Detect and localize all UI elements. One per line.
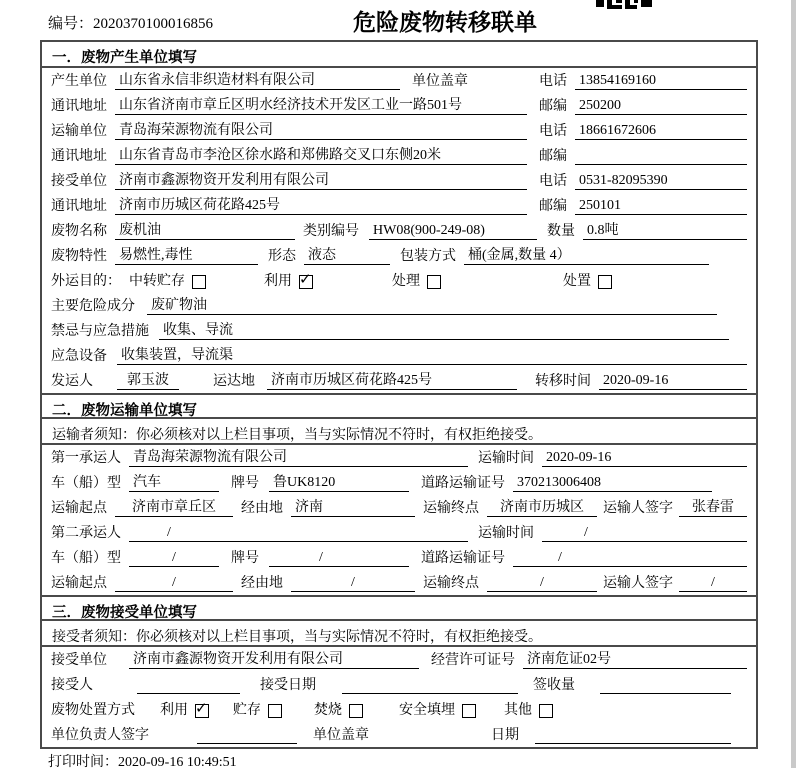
producer-phone-value: 13854169160 [575,73,747,90]
transporter-unit-label: 运输单位 [51,124,107,139]
emergency-equipment-label: 应急设备 [51,349,107,364]
received-quantity-value [600,693,731,694]
producer-unit-row [42,68,756,93]
vehicle-type-1-value: 汽车 [129,471,219,492]
section-2-header: 二．废物运输单位填写 [42,393,756,419]
producer-postcode-value: 250200 [575,98,747,115]
first-carrier-value: 青岛海荣源物流有限公司 [129,446,468,467]
date-value [535,743,731,744]
vehicle-2-row [42,545,756,570]
receiver-phone-label: 电话 [539,174,567,189]
road-permit-2-label: 道路运输证号 [421,551,505,566]
route-2-row [42,570,756,595]
vehicle-1-row [42,470,756,495]
transfer-date-value: 2020-09-16 [599,373,747,390]
dispose-label: 处置 [563,274,591,289]
unit-stamp-2-label: 单位盖章 [313,728,369,743]
contraindication-label: 禁忌与应急措施 [51,324,149,339]
disposal-method-label: 废物处置方式 [51,703,135,718]
second-carrier-row [42,520,756,545]
transporter-postcode-value [575,164,747,165]
receive-date-value [342,693,518,694]
receiver-unit-value: 济南市鑫源物资开发利用有限公司 [115,169,527,190]
disposal-other-label: 其他 [504,703,532,718]
date-label: 日期 [491,728,519,743]
road-permit-1-label: 道路运输证号 [421,476,505,491]
disposal-utilize-label: 利用 [160,703,188,718]
disposal-other-checkbox [539,704,553,718]
category-code-value: HW08(900-249-08) [369,223,537,240]
scrollbar[interactable] [791,0,796,768]
hazard-component-label: 主要危险成分 [51,299,135,314]
transporter-address-label: 通讯地址 [51,149,107,164]
transport-date-1-label: 运输时间 [478,451,534,466]
endpoint-1-label: 运输终点 [423,501,479,516]
receiver-postcode-value: 250101 [575,198,747,215]
consignor-row [42,368,756,393]
waste-name-label: 废物名称 [51,224,107,239]
producer-unit-label: 产生单位 [51,74,107,89]
transporter-unit-value: 青岛海荣源物流有限公司 [115,119,527,140]
vehicle-type-2-value: / [129,550,219,567]
receiver-notice: 接受者须知：你必须核对以上栏目事项，当与实际情况不符时，有权拒绝接受。 [42,621,756,647]
disposal-store-label: 贮存 [233,703,261,718]
endpoint-2-label: 运输终点 [423,576,479,591]
receiving-unit-value: 济南市鑫源物资开发利用有限公司 [129,648,419,669]
waste-name-value: 废机油 [115,219,295,240]
vehicle-type-2-label: 车（船）型 [51,551,121,566]
destination-value: 济南市历城区荷花路425号 [267,369,517,390]
carrier-signature-2-value: / [679,575,747,592]
license-no-label: 经营许可证号 [431,653,515,668]
receiver-address-value: 济南市历城区荷花路425号 [115,194,527,215]
section-3-header: 三．废物接受单位填写 [42,595,756,621]
receiver-person-row [42,672,756,697]
producer-address-row [42,93,756,118]
receiver-address-row [42,193,756,218]
producer-postcode-label: 邮编 [539,99,567,114]
treat-label: 处理 [392,274,420,289]
via-1-value: 济南 [291,496,415,517]
second-carrier-value: / [129,525,468,542]
plate-no-2-label: 牌号 [231,551,259,566]
producer-address-label: 通讯地址 [51,99,107,114]
via-1-label: 经由地 [241,501,283,516]
carrier-signature-2-label: 运输人签字 [603,576,673,591]
emergency-equipment-value: 收集装置，导流渠 [117,344,747,365]
disposal-landfill-checkbox [462,704,476,718]
responsible-signature-label: 单位负责人签字 [51,728,149,743]
form-state-value: 液态 [304,244,390,265]
first-carrier-label: 第一承运人 [51,451,121,466]
quantity-value: 0.8吨 [583,219,747,240]
plate-no-1-value: 鲁UK8120 [269,471,409,492]
print-time [48,751,237,771]
disposal-store-checkbox [268,704,282,718]
receiver-person-label: 接受人 [51,678,93,693]
transporter-unit-row [42,118,756,143]
endpoint-1-value: 济南市历城区 [487,496,597,517]
road-permit-2-value: / [513,550,747,567]
contraindication-row [42,318,756,343]
quantity-label: 数量 [547,224,575,239]
producer-phone-label: 电话 [539,74,567,89]
license-no-value: 济南危证02号 [523,648,747,669]
responsible-signature-row [42,722,756,747]
receiver-unit-label: 接受单位 [51,174,107,189]
contraindication-value: 收集、导流 [159,319,729,340]
endpoint-2-value: / [487,575,597,592]
receiver-address-label: 通讯地址 [51,199,107,214]
via-2-value: / [291,575,415,592]
via-2-label: 经由地 [241,576,283,591]
producer-unit-value: 山东省永信非织造材料有限公司 [115,69,400,90]
origin-1-value: 济南市章丘区 [115,496,233,517]
plate-no-2-value: / [269,550,409,567]
doc-number [48,12,213,33]
unit-stamp-label: 单位盖章 [412,74,468,89]
transporter-address-value: 山东省青岛市李沧区徐水路和郑佛路交叉口东侧20米 [115,144,527,165]
packaging-label: 包装方式 [400,249,456,264]
waste-name-row [42,218,756,243]
receiver-postcode-label: 邮编 [539,199,567,214]
transporter-postcode-label: 邮编 [539,149,567,164]
page-title: 危险废物转移联单 [353,10,537,36]
packaging-value: 桶(金属,数量 4） [464,244,709,265]
plate-no-1-label: 牌号 [231,476,259,491]
origin-1-label: 运输起点 [51,501,107,516]
hazard-component-value: 废矿物油 [147,294,717,315]
disposal-incinerate-label: 焚烧 [314,703,342,718]
route-1-row [42,495,756,520]
transit-storage-label: 中转贮存 [129,274,185,289]
waste-property-row [42,243,756,268]
waste-property-label: 废物特性 [51,249,107,264]
transporter-phone-value: 18661672606 [575,123,747,140]
transfer-purpose-label: 外运目的： [51,274,121,289]
road-permit-1-value: 370213006408 [513,475,712,492]
transporter-address-row [42,143,756,168]
receiving-unit-label: 接受单位 [51,653,107,668]
transfer-purpose-row [42,268,756,293]
origin-2-label: 运输起点 [51,576,107,591]
waste-property-value: 易燃性,毒性 [115,244,258,265]
hazard-component-row [42,293,756,318]
carrier-signature-1-label: 运输人签字 [603,501,673,516]
origin-2-value: / [115,575,233,592]
receiving-unit-row [42,647,756,672]
disposal-method-row [42,697,756,722]
receiver-person-value [137,693,240,694]
transfer-form-table [40,40,758,749]
receive-date-label: 接受日期 [260,678,316,693]
qr-code-fragment-icon [596,0,652,9]
category-code-label: 类别编号 [303,224,359,239]
first-carrier-row [42,445,756,470]
consignor-value: 郭玉波 [117,369,179,390]
form-state-label: 形态 [268,249,296,264]
receiver-unit-row [42,168,756,193]
section-1-header: 一．废物产生单位填写 [42,42,756,68]
producer-address-value: 山东省济南市章丘区明水经济技术开发区工业一路501号 [115,94,527,115]
dispose-checkbox [598,275,612,289]
consignor-label: 发运人 [51,374,93,389]
transport-date-2-label: 运输时间 [478,526,534,541]
print-time-label: 打印时间： [48,755,118,770]
carrier-signature-1-value: 张春雷 [679,496,747,517]
transport-date-1-value: 2020-09-16 [542,450,747,467]
utilize-label: 利用 [264,274,292,289]
treat-checkbox [427,275,441,289]
received-quantity-label: 签收量 [533,678,575,693]
transport-date-2-value: / [542,525,747,542]
emergency-equipment-row [42,343,756,368]
receiver-phone-value: 0531-82095390 [575,173,747,190]
doc-number-value: 2020370100016856 [93,16,214,32]
transit-storage-checkbox [192,275,206,289]
disposal-landfill-label: 安全填埋 [399,703,455,718]
print-time-value: 2020-09-16 10:49:51 [118,755,237,770]
transfer-date-label: 转移时间 [535,374,591,389]
disposal-utilize-checkbox [195,704,209,718]
destination-label: 运达地 [213,374,255,389]
doc-number-label: 编号： [48,16,94,32]
second-carrier-label: 第二承运人 [51,526,121,541]
utilize-checkbox [299,275,313,289]
transporter-notice: 运输者须知：你必须核对以上栏目事项，当与实际情况不符时，有权拒绝接受。 [42,419,756,445]
disposal-incinerate-checkbox [349,704,363,718]
transporter-phone-label: 电话 [539,124,567,139]
vehicle-type-1-label: 车（船）型 [51,476,121,491]
responsible-signature-value [197,743,297,744]
